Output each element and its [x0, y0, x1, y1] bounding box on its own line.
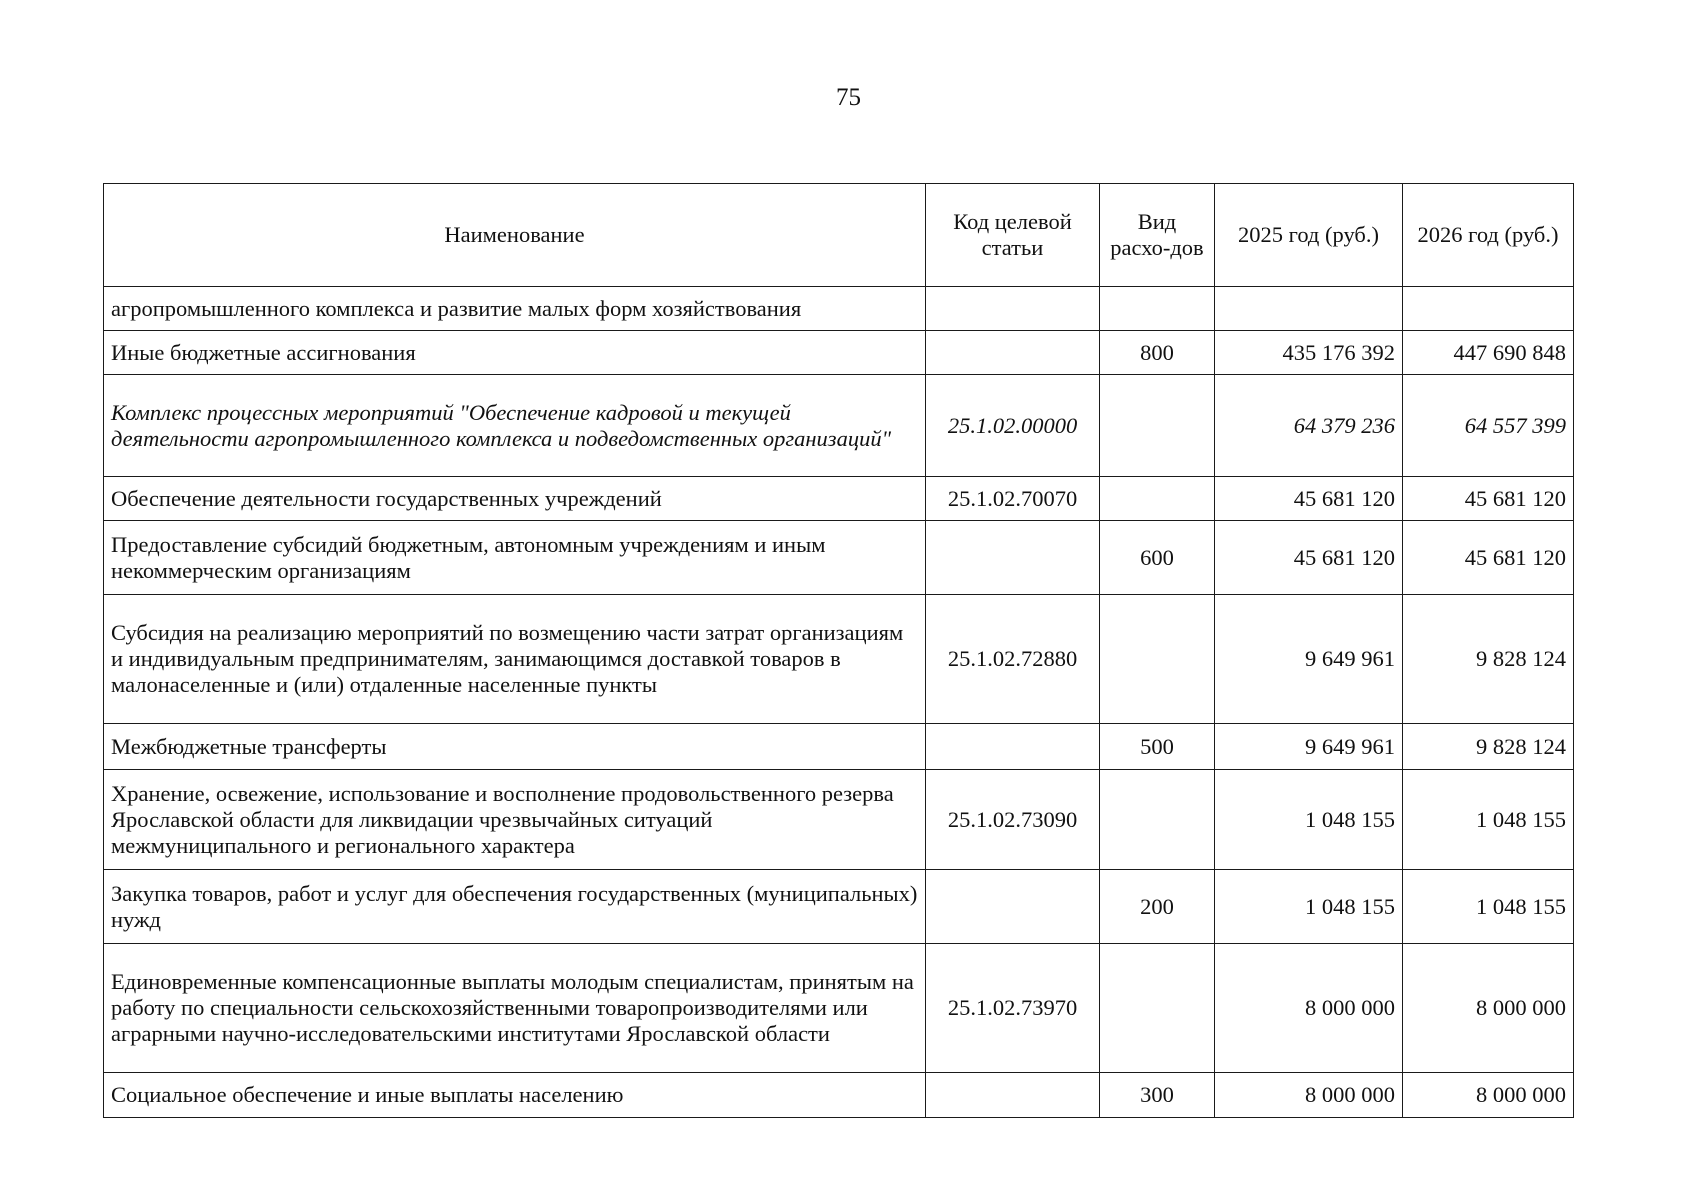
row-code: [926, 870, 1100, 944]
table-row: [104, 770, 1574, 870]
row-2025: [1215, 287, 1403, 331]
table-row: [104, 521, 1574, 595]
row-2026: 447 690 848: [1403, 331, 1574, 375]
row-kind: [1100, 770, 1215, 870]
row-name: Социальное обеспечение и иные выплаты населению: [104, 1073, 926, 1118]
table-row: [104, 724, 1574, 770]
row-2025: 435 176 392: [1215, 331, 1403, 375]
row-name: агропромышленного комплекса и развитие малых форм хозяйствования: [104, 287, 926, 331]
row-kind: [1100, 287, 1215, 331]
row-kind: 300: [1100, 1073, 1215, 1118]
row-code: [926, 331, 1100, 375]
row-2026: 9 828 124: [1403, 724, 1574, 770]
row-name: Хранение, освежение, использование и восполнение продовольственного резерва Ярославской области для ликвидации чрезвычайных ситуаций межмуниципального и регионального характера: [104, 770, 926, 870]
row-2025: 8 000 000: [1215, 944, 1403, 1073]
row-2026: 45 681 120: [1403, 477, 1574, 521]
row-code: 25.1.02.73970: [926, 944, 1100, 1073]
row-kind: 500: [1100, 724, 1215, 770]
header-kind: Вид расхо-дов: [1100, 184, 1215, 287]
row-2025: 1 048 155: [1215, 770, 1403, 870]
table-row: [104, 375, 1574, 477]
row-2026: [1403, 287, 1574, 331]
row-kind: [1100, 944, 1215, 1073]
row-code: [926, 724, 1100, 770]
table-row: [104, 944, 1574, 1073]
row-name: Межбюджетные трансферты: [104, 724, 926, 770]
row-kind: 200: [1100, 870, 1215, 944]
row-2025: 9 649 961: [1215, 595, 1403, 724]
row-name: Предоставление субсидий бюджетным, автономным учреждениям и иным некоммерческим организациям: [104, 521, 926, 595]
table-row: [104, 331, 1574, 375]
row-2026: 8 000 000: [1403, 944, 1574, 1073]
row-kind: 600: [1100, 521, 1215, 595]
row-code: [926, 287, 1100, 331]
row-kind: [1100, 375, 1215, 477]
row-name: Закупка товаров, работ и услуг для обеспечения государственных (муниципальных) нужд: [104, 870, 926, 944]
row-2025: 45 681 120: [1215, 521, 1403, 595]
header-2026: 2026 год (руб.): [1403, 184, 1574, 287]
row-code: [926, 1073, 1100, 1118]
row-code: [926, 521, 1100, 595]
row-code: 25.1.02.72880: [926, 595, 1100, 724]
row-2025: 9 649 961: [1215, 724, 1403, 770]
row-name: Обеспечение деятельности государственных учреждений: [104, 477, 926, 521]
table-row: [104, 1073, 1574, 1118]
header-2025: 2025 год (руб.): [1215, 184, 1403, 287]
table-row: [104, 287, 1574, 331]
row-2025: 1 048 155: [1215, 870, 1403, 944]
budget-table: [103, 183, 1574, 1118]
row-name: Субсидия на реализацию мероприятий по возмещению части затрат организациям и индивидуальным предпринимателям, занимающимся доставкой товаров в малонаселенные и (или) отдаленные населенные пункты: [104, 595, 926, 724]
table-row: [104, 870, 1574, 944]
row-name: Комплекс процессных мероприятий "Обеспечение кадровой и текущей деятельности агропромышленного комплекса и подведомственных организаций": [104, 375, 926, 477]
table-body: [104, 287, 1574, 1118]
row-name: Иные бюджетные ассигнования: [104, 331, 926, 375]
header-code: Код целевой статьи: [926, 184, 1100, 287]
row-name: Единовременные компенсационные выплаты молодым специалистам, принятым на работу по специальности сельскохозяйственными товаропроизводителями или аграрными научно-исследовательскими институтами Ярославской области: [104, 944, 926, 1073]
row-2026: 64 557 399: [1403, 375, 1574, 477]
row-2025: 8 000 000: [1215, 1073, 1403, 1118]
row-code: 25.1.02.73090: [926, 770, 1100, 870]
row-2025: 45 681 120: [1215, 477, 1403, 521]
table-header-row: [104, 184, 1574, 287]
row-2026: 45 681 120: [1403, 521, 1574, 595]
table-row: [104, 595, 1574, 724]
row-2026: 1 048 155: [1403, 870, 1574, 944]
row-code: 25.1.02.00000: [926, 375, 1100, 477]
row-kind: [1100, 477, 1215, 521]
page-number: 75: [836, 84, 861, 111]
row-2026: 8 000 000: [1403, 1073, 1574, 1118]
row-2026: 1 048 155: [1403, 770, 1574, 870]
row-code: 25.1.02.70070: [926, 477, 1100, 521]
row-kind: 800: [1100, 331, 1215, 375]
row-kind: [1100, 595, 1215, 724]
table-row: [104, 477, 1574, 521]
header-name: Наименование: [104, 184, 926, 287]
row-2026: 9 828 124: [1403, 595, 1574, 724]
row-2025: 64 379 236: [1215, 375, 1403, 477]
